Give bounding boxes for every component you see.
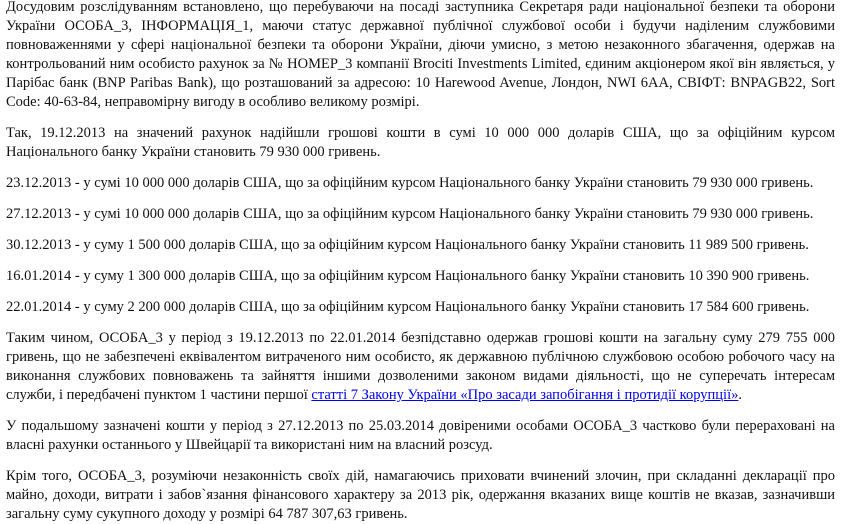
paragraph-investigation-findings: Досудовим розслідуванням встановлено, що перебуваючи на посаді заступника Секретаря ради національної безпеки та оборони України ОСОБА_3, ІНФОРМАЦІЯ_1, маючи статус державної публічної службової особи і будучи наділеним службовими повноваженнями у сфері національної безпеки та оборони України, діючи умисно, з метою незаконного збагачення, одержав на контрольований ним особисто рахунок за № НОМЕР_3 компанії Brociti Investments Limited, єдиним акціонером якої він являється, у Парібас банк (BNP Paribas Bank), що розташований за адресою: 10 Harewood Avenue, Лондон, NWI 6AA, СВІФТ: BNPAGB22, Sort Code: 40-63-84, неправомірну вигоду в особливо великому розмірі. <box>6 0 835 110</box>
paragraph-total-end: . <box>738 387 742 403</box>
payment-line: 30.12.2013 - у суму 1 500 000 доларів США, що за офіційним курсом Національного банку України становить 11 989 500 гривень. <box>6 237 809 253</box>
paragraph-total-amount <box>6 329 835 405</box>
law-article-link[interactable]: статті 7 Закону України «Про засади запобігання і протидії корупції» <box>311 387 739 403</box>
paragraph-total-text: Таким чином, ОСОБА_3 у період з 19.12.2013 по 22.01.2014 безпідставно одержав грошові кошти на загальну суму 279 755 000 гривень, що не забезпечені еквівалентом витраченого ним особисто, як державною публічною службовою особою робочого часу на виконання службових повноважень та зайняття іншими дозволеними законом видами діяльності, що не суперечать інтересам служби, і передбачені пунктом 1 частини першої <box>6 330 835 403</box>
paragraph-declaration: Крім того, ОСОБА_3, розуміючи незаконність своїх дій, намагаючись приховати вчинений злочин, при складанні декларації про майно, доходи, витрати і забов`язання фінансового характеру за 2013 рік, одержання вказаних вище коштів не вказав, зазначивши загальну суму сукупного доходу у розмірі 64 787 307,63 гривень. <box>6 468 835 522</box>
payment-line: 27.12.2013 - у сумі 10 000 000 доларів США, що за офіційним курсом Національного банку України становить 79 930 000 гривень. <box>6 206 814 222</box>
payment-line: 22.01.2014 - у суму 2 200 000 доларів США, що за офіційним курсом Національного банку України становить 17 584 600 гривень. <box>6 299 810 315</box>
payment-line: 23.12.2013 - у сумі 10 000 000 доларів США, що за офіційним курсом Національного банку України становить 79 930 000 гривень. <box>6 175 814 191</box>
paragraph-first-transfer: Так, 19.12.2013 на значений рахунок надійшли грошові кошти в сумі 10 000 000 доларів США, що за офіційним курсом Національного банку України становить 79 930 000 гривень. <box>6 125 835 160</box>
paragraph-funds-transferred: У подальшому зазначені кошти у період з 27.12.2013 по 25.03.2014 довіреними особами ОСОБА_3 частково були перераховані на власні рахунки останнього у Швейцарії та використані ним на власний розсуд. <box>6 418 835 453</box>
payment-line: 16.01.2014 - у суму 1 300 000 доларів США, що за офіційним курсом Національного банку України становить 10 390 900 гривень. <box>6 268 810 284</box>
